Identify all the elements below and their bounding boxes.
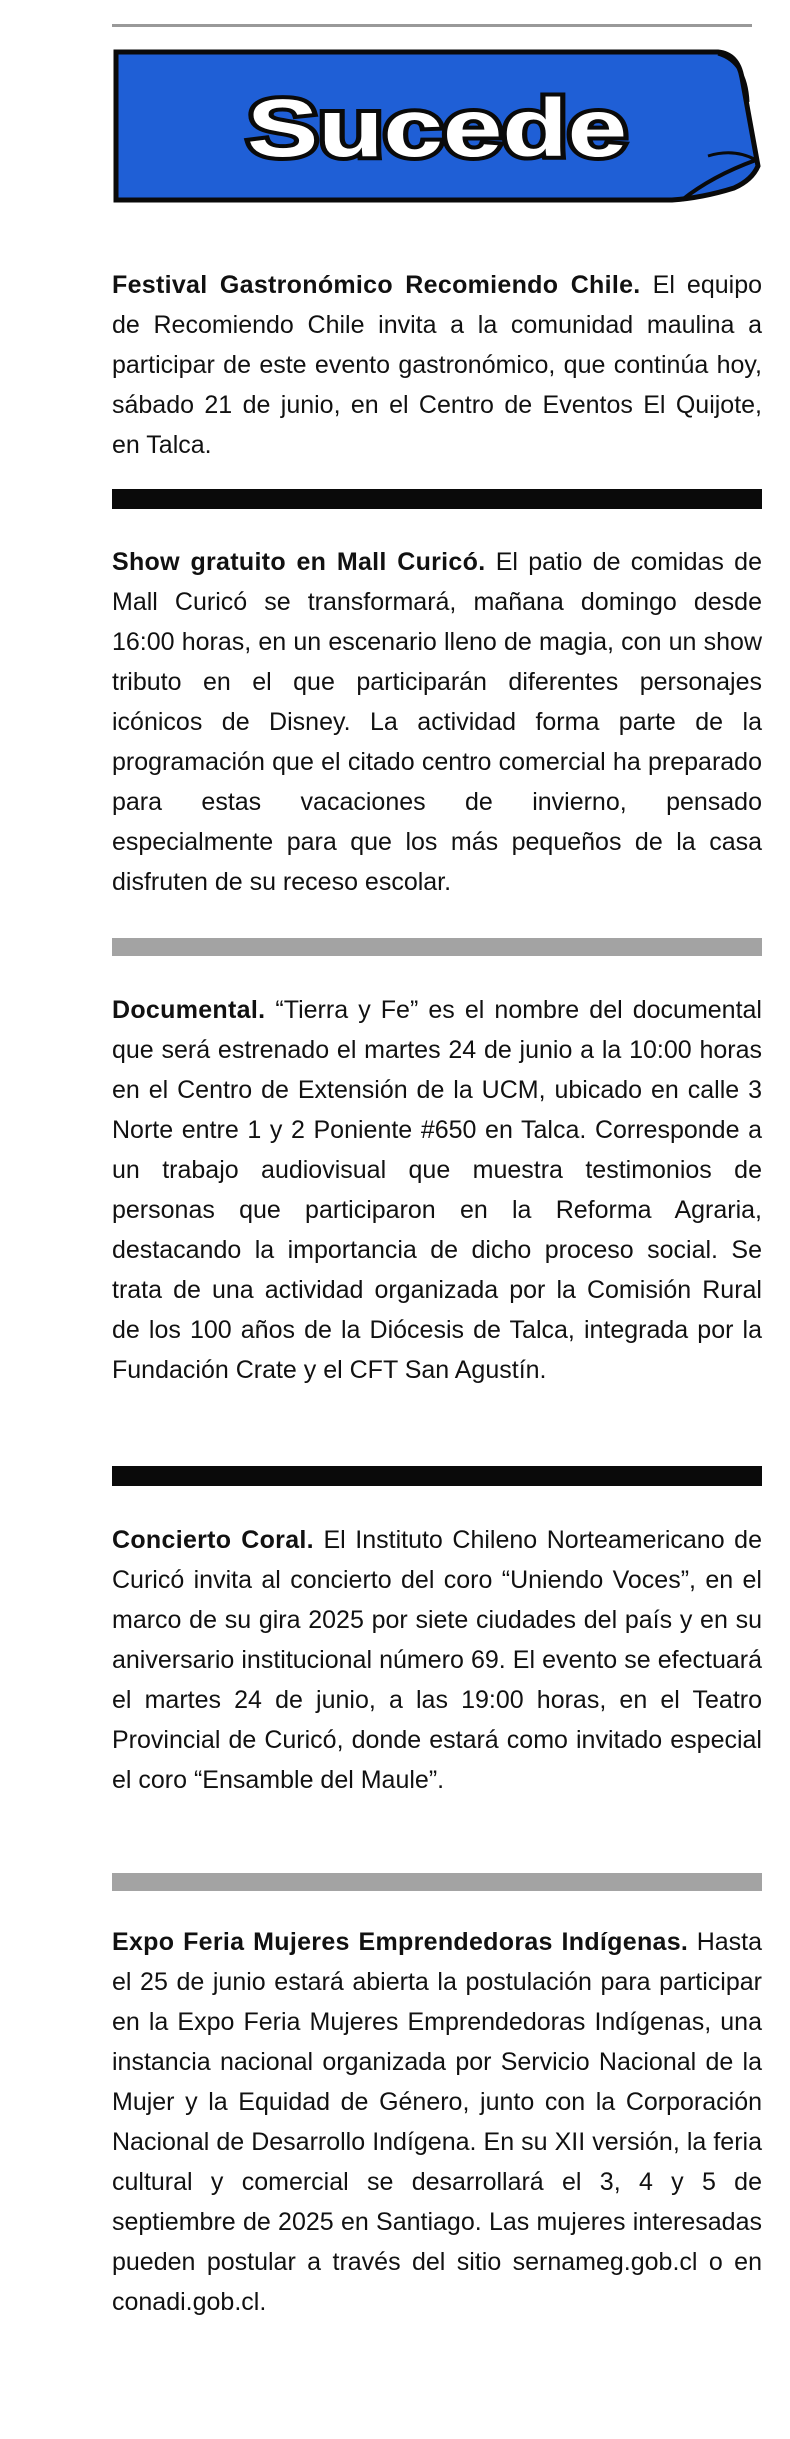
top-rule: [112, 24, 752, 27]
article-expo-feria: [112, 1922, 762, 2322]
section-banner: [112, 48, 762, 203]
section-title: Sucede: [247, 83, 627, 174]
article-headline: Festival Gastronómico Recomiendo Chile.: [112, 271, 641, 299]
article-body: El equipo de Recomiendo Chile invita a la comunidad maulina a participar de este evento gastronómico, que continúa hoy, sábado 21 de junio, en el Centro de Eventos El Quijote, en Talca.: [112, 271, 763, 459]
separator-bar: [112, 938, 762, 956]
article-headline: Concierto Coral.: [112, 1526, 314, 1554]
separator-bar: [112, 489, 762, 509]
article-documental: [112, 990, 762, 1390]
article-headline: Documental.: [112, 996, 266, 1024]
article-body: El Instituto Chileno Norteamericano de Curicó invita al concierto del coro “Uniendo Voces”, en el marco de su gira 2025 por siete ciudades del país y en su aniversario institucional número 69. El evento se efectuará el martes 24 de junio, a las 19:00 horas, en el Teatro Provincial de Curicó, donde estará como invitado especial el coro “Ensamble del Maule”.: [112, 1526, 762, 1794]
article-concierto: [112, 1520, 762, 1800]
article-body: “Tierra y Fe” es el nombre del documental que será estrenado el martes 24 de junio a la 10:00 horas en el Centro de Extensión de la UCM, ubicado en calle 3 Norte entre 1 y 2 Poniente #650 en Talca. Corresponde a un trabajo audiovisual que muestra testimonios de personas que participaron en la Reforma Agraria, destacando la importancia de dicho proceso social. Se trata de una actividad organizada por la Comisión Rural de los 100 años de la Diócesis de Talca, integrada por la Fundación Crate y el CFT San Agustín.: [112, 996, 762, 1384]
article-festival: [112, 265, 762, 465]
article-headline: Expo Feria Mujeres Emprendedoras Indígenas.: [112, 1928, 689, 1956]
article-body: Hasta el 25 de junio estará abierta la postulación para participar en la Expo Feria Mujeres Emprendedoras Indígenas, una instancia nacional organizada por Servicio Nacional de la Mujer y la Equidad de Género, junto con la Corporación Nacional de Desarrollo Indígena. En su XII versión, la feria cultural y comercial se desarrollará el 3, 4 y 5 de septiembre de 2025 en Santiago. Las mujeres interesadas pueden postular a través del sitio sernameg.gob.cl o en conadi.gob.cl.: [112, 1928, 762, 2316]
banner-graphic: [112, 48, 762, 203]
article-body: El patio de comidas de Mall Curicó se transformará, mañana domingo desde 16:00 horas, en un escenario lleno de magia, con un show tributo en el que participarán diferentes personajes icónicos de Disney. La actividad forma parte de la programación que el citado centro comercial ha preparado para estas vacaciones de invierno, pensado especialmente para que los más pequeños de la casa disfruten de su receso escolar.: [112, 548, 762, 896]
separator-bar: [112, 1873, 762, 1891]
article-headline: Show gratuito en Mall Curicó.: [112, 548, 486, 576]
separator-bar: [112, 1466, 762, 1486]
article-show-mall: [112, 542, 762, 902]
